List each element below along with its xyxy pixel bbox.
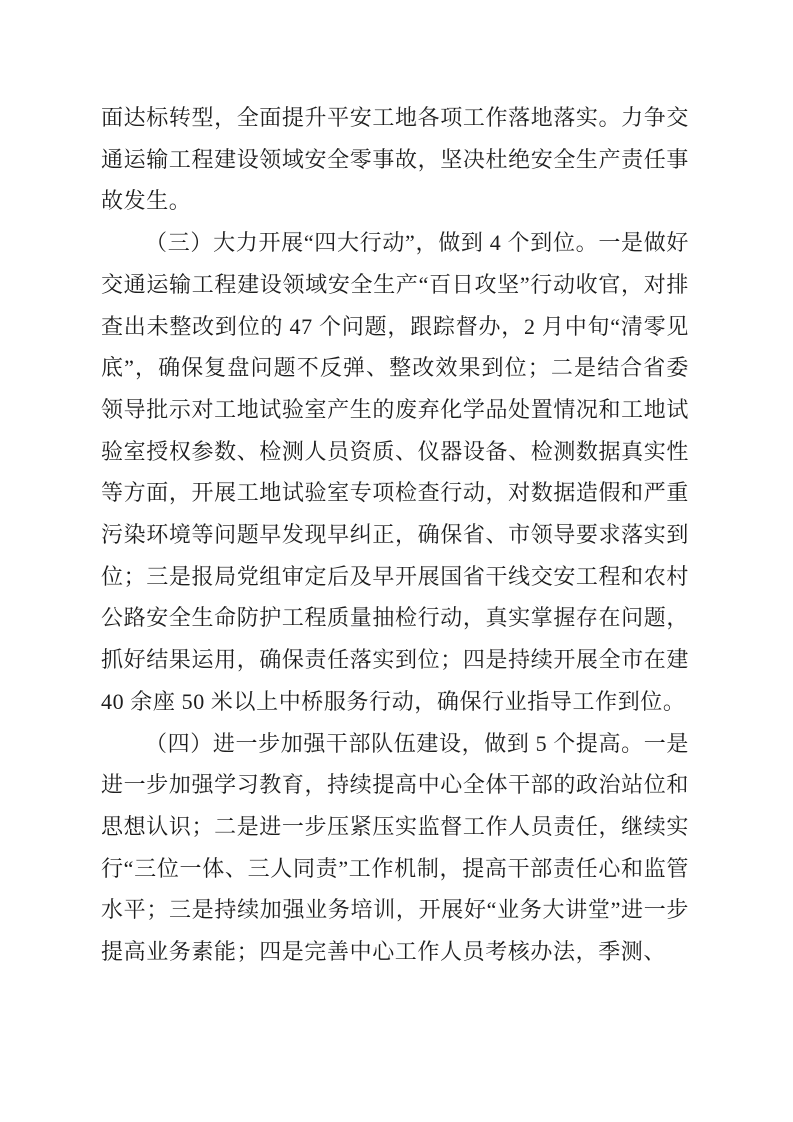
paragraph-section-4: （四）进一步加强干部队伍建设，做到 5 个提高。一是进一步加强学习教育，持续提高中心全体干部的政治站位和思想认识；二是进一步压紧压实监督工作人员责任，继续实行“三位一体、三人同责”工作机制，提高干部责任心和监管水平；三是持续加强业务培训，开展好“业务大讲堂”进一步提高业务素能；四是完善中心工作人员考核办法，季测、 <box>101 730 689 965</box>
paragraph-section-3: （三）大力开展“四大行动”，做到 4 个到位。一是做好交通运输工程建设领域安全生产“百日攻坚”行动收官，对排查出未整改到位的 47 个问题，跟踪督办，2 月中旬“清零见底”，确保复盘问题不反弹、整改效果到位；二是结合省委领导批示对工地试验室产生的废弃化学品处置情况和工地试验室授权参数、检测人员资质、仪器设备、检测数据真实性等方面，开展工地试验室专项检查行动，对数据造假和严重污染环境等问题早发现早纠正，确保省、市领导要求落实到位；三是报局党组审定后及早开展国省干线交安工程和农村公路安全生命防护工程质量抽检行动，真实掌握存在问题，抓好结果运用，确保责任落实到位；四是持续开展全市在建 40 余座 50 米以上中桥服务行动，确保行业指导工作到位。 <box>101 230 689 714</box>
document-body <box>101 97 689 973</box>
paragraph-continuation: 面达标转型，全面提升平安工地各项工作落地落实。力争交通运输工程建设领域安全零事故，坚决杜绝安全生产责任事故发生。 <box>101 105 689 214</box>
